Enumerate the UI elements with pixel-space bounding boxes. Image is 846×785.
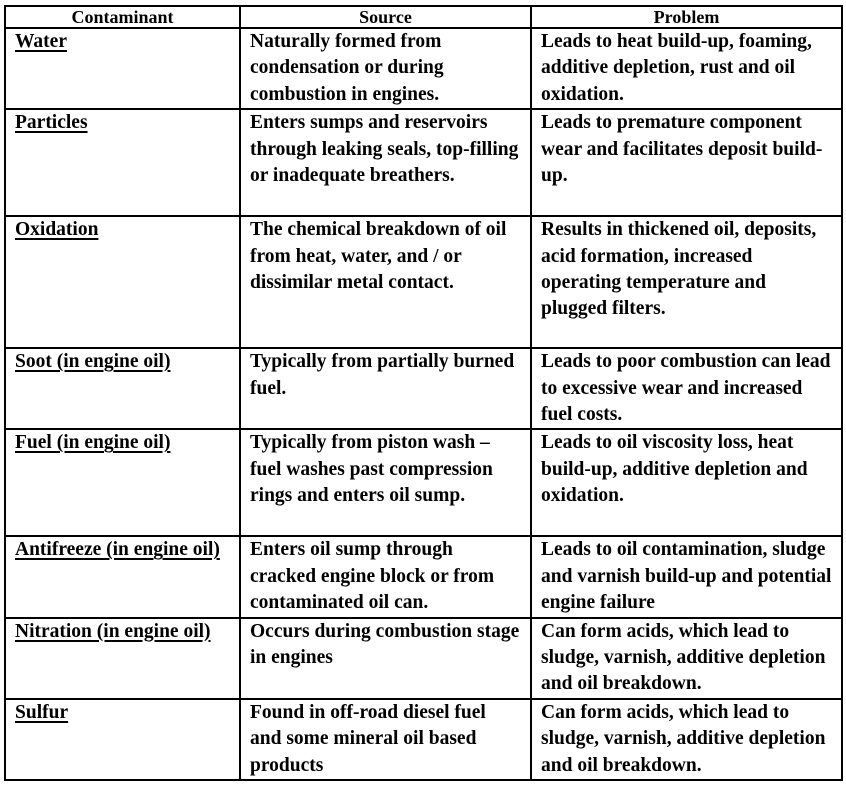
problem-cell: Leads to oil viscosity loss, heat build-up, additive depletion and oxidation.: [531, 429, 842, 536]
contaminant-cell: Fuel (in engine oil): [5, 429, 240, 536]
contaminant-cell: Sulfur: [5, 699, 240, 780]
source-cell: Enters sumps and reservoirs through leaking seals, top-filling or inadequate breathers.: [240, 109, 531, 216]
source-cell: The chemical breakdown of oil from heat, water, and / or dissimilar metal contact.: [240, 216, 531, 348]
problem-cell: Leads to heat build-up, foaming, additive depletion, rust and oil oxidation.: [531, 28, 842, 109]
header-contaminant: Contaminant: [5, 6, 240, 28]
table-row: [5, 618, 842, 699]
contaminant-cell: Soot (in engine oil): [5, 348, 240, 429]
problem-cell: Leads to oil contamination, sludge and varnish build-up and potential engine failure: [531, 536, 842, 617]
table-row: [5, 216, 842, 348]
table-row: [5, 429, 842, 536]
table-row: [5, 28, 842, 109]
source-cell: Found in off-road diesel fuel and some mineral oil based products: [240, 699, 531, 780]
contaminant-table: [4, 5, 843, 781]
problem-cell: Can form acids, which lead to sludge, varnish, additive depletion and oil breakdown.: [531, 618, 842, 699]
table-row: [5, 109, 842, 216]
contaminant-cell: Oxidation: [5, 216, 240, 348]
problem-cell: Results in thickened oil, deposits, acid formation, increased operating temperature and plugged filters.: [531, 216, 842, 348]
source-cell: Typically from partially burned fuel.: [240, 348, 531, 429]
source-cell: Naturally formed from condensation or during combustion in engines.: [240, 28, 531, 109]
header-row: [5, 6, 842, 28]
source-cell: Typically from piston wash – fuel washes past compression rings and enters oil sump.: [240, 429, 531, 536]
contaminant-table-container: [4, 5, 843, 781]
table-row: [5, 699, 842, 780]
contaminant-cell: Nitration (in engine oil): [5, 618, 240, 699]
table-row: [5, 348, 842, 429]
source-cell: Occurs during combustion stage in engines: [240, 618, 531, 699]
table-row: [5, 536, 842, 617]
problem-cell: Leads to premature component wear and facilitates deposit build-up.: [531, 109, 842, 216]
contaminant-cell: Antifreeze (in engine oil): [5, 536, 240, 617]
header-source: Source: [240, 6, 531, 28]
problem-cell: Can form acids, which lead to sludge, varnish, additive depletion and oil breakdown.: [531, 699, 842, 780]
problem-cell: Leads to poor combustion can lead to excessive wear and increased fuel costs.: [531, 348, 842, 429]
source-cell: Enters oil sump through cracked engine block or from contaminated oil can.: [240, 536, 531, 617]
contaminant-cell: Water: [5, 28, 240, 109]
contaminant-cell: Particles: [5, 109, 240, 216]
header-problem: Problem: [531, 6, 842, 28]
